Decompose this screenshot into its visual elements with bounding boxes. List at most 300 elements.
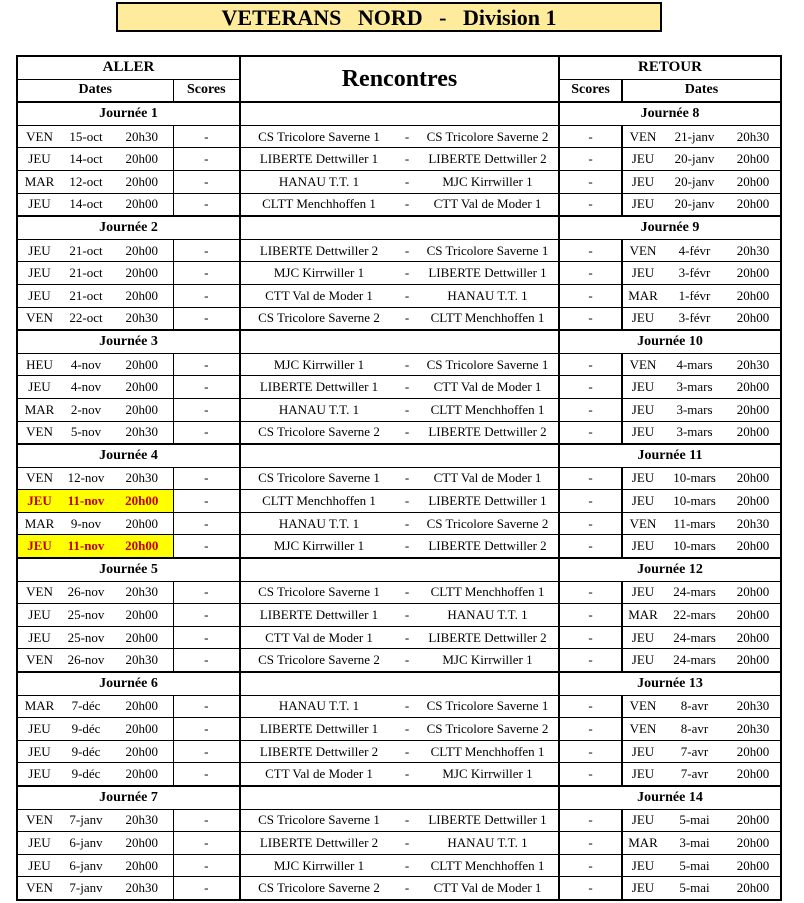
retour-date: 24-mars	[663, 649, 726, 672]
aller-date: 5-nov	[61, 421, 111, 444]
aller-time: 20h00	[111, 148, 173, 171]
home-team: HANAU T.T. 1	[240, 170, 397, 193]
match-row	[17, 193, 781, 216]
aller-date: 21-oct	[61, 262, 111, 285]
retour-time: 20h00	[726, 604, 781, 627]
match-separator: -	[397, 490, 417, 513]
match-separator: -	[397, 353, 417, 376]
home-team: CLTT Menchhoffen 1	[240, 490, 397, 513]
retour-score: -	[559, 809, 622, 832]
retour-score: -	[559, 239, 622, 262]
retour-score: -	[559, 170, 622, 193]
aller-score: -	[173, 535, 240, 558]
home-team: CS Tricolore Saverne 2	[240, 421, 397, 444]
retour-score: -	[559, 467, 622, 490]
match-row	[17, 535, 781, 558]
aller-journee-label: Journée 7	[17, 786, 240, 809]
aller-day: JEU	[17, 718, 61, 741]
match-row	[17, 170, 781, 193]
retour-time: 20h00	[726, 193, 781, 216]
aller-time: 20h00	[111, 763, 173, 786]
aller-score: -	[173, 626, 240, 649]
match-separator: -	[397, 398, 417, 421]
aller-day: VEN	[17, 649, 61, 672]
retour-time: 20h30	[726, 239, 781, 262]
aller-score: -	[173, 376, 240, 399]
aller-score: -	[173, 809, 240, 832]
retour-day: VEN	[622, 718, 663, 741]
aller-time: 20h30	[111, 809, 173, 832]
away-team: CTT Val de Moder 1	[417, 376, 559, 399]
rencontres-spacer	[240, 216, 559, 239]
aller-dates-header: Dates	[17, 79, 173, 102]
aller-date: 9-déc	[61, 763, 111, 786]
retour-score: -	[559, 535, 622, 558]
retour-score: -	[559, 763, 622, 786]
retour-day: JEU	[622, 877, 663, 900]
retour-date: 4-mars	[663, 353, 726, 376]
match-separator: -	[397, 125, 417, 148]
home-team: CS Tricolore Saverne 1	[240, 467, 397, 490]
retour-date: 5-mai	[663, 854, 726, 877]
match-separator: -	[397, 148, 417, 171]
retour-day: JEU	[622, 809, 663, 832]
aller-day: MAR	[17, 512, 61, 535]
retour-score: -	[559, 649, 622, 672]
aller-time: 20h00	[111, 832, 173, 855]
aller-date: 9-déc	[61, 718, 111, 741]
journee-header-row	[17, 216, 781, 239]
match-separator: -	[397, 376, 417, 399]
retour-score: -	[559, 626, 622, 649]
retour-day: VEN	[622, 239, 663, 262]
away-team: CS Tricolore Saverne 2	[417, 125, 559, 148]
retour-journee-label: Journée 8	[559, 102, 781, 125]
home-team: LIBERTE Dettwiller 2	[240, 740, 397, 763]
aller-day: VEN	[17, 809, 61, 832]
aller-day: JEU	[17, 832, 61, 855]
retour-header: RETOUR	[559, 56, 781, 79]
aller-scores-header: Scores	[173, 79, 240, 102]
home-team: HANAU T.T. 1	[240, 398, 397, 421]
retour-score: -	[559, 718, 622, 741]
match-row	[17, 718, 781, 741]
aller-journee-label: Journée 3	[17, 330, 240, 353]
retour-score: -	[559, 832, 622, 855]
aller-time: 20h00	[111, 604, 173, 627]
aller-day: JEU	[17, 604, 61, 627]
aller-time: 20h00	[111, 854, 173, 877]
home-team: CS Tricolore Saverne 1	[240, 581, 397, 604]
retour-journee-label: Journée 12	[559, 558, 781, 581]
home-team: LIBERTE Dettwiller 2	[240, 239, 397, 262]
retour-date: 3-févr	[663, 262, 726, 285]
aller-score: -	[173, 740, 240, 763]
home-team: CS Tricolore Saverne 2	[240, 649, 397, 672]
away-team: LIBERTE Dettwiller 1	[417, 262, 559, 285]
retour-date: 3-mars	[663, 376, 726, 399]
retour-date: 8-avr	[663, 695, 726, 718]
retour-time: 20h30	[726, 718, 781, 741]
aller-journee-label: Journée 5	[17, 558, 240, 581]
retour-score: -	[559, 877, 622, 900]
retour-time: 20h30	[726, 695, 781, 718]
aller-date: 6-janv	[61, 854, 111, 877]
away-team: LIBERTE Dettwiller 2	[417, 626, 559, 649]
match-row	[17, 239, 781, 262]
rencontres-spacer	[240, 444, 559, 467]
retour-score: -	[559, 604, 622, 627]
aller-date: 25-nov	[61, 626, 111, 649]
retour-day: VEN	[622, 695, 663, 718]
retour-day: VEN	[622, 353, 663, 376]
retour-date: 8-avr	[663, 718, 726, 741]
retour-time: 20h00	[726, 832, 781, 855]
home-team: HANAU T.T. 1	[240, 512, 397, 535]
match-row	[17, 262, 781, 285]
header-row-1	[17, 56, 781, 79]
retour-date: 24-mars	[663, 581, 726, 604]
aller-day: MAR	[17, 695, 61, 718]
retour-day: JEU	[622, 170, 663, 193]
aller-date: 21-oct	[61, 239, 111, 262]
retour-score: -	[559, 125, 622, 148]
match-row	[17, 307, 781, 330]
retour-time: 20h00	[726, 626, 781, 649]
aller-score: -	[173, 763, 240, 786]
retour-day: JEU	[622, 262, 663, 285]
away-team: CLTT Menchhoffen 1	[417, 398, 559, 421]
match-row	[17, 512, 781, 535]
home-team: LIBERTE Dettwiller 2	[240, 832, 397, 855]
match-row	[17, 284, 781, 307]
away-team: LIBERTE Dettwiller 2	[417, 421, 559, 444]
retour-day: JEU	[622, 376, 663, 399]
retour-time: 20h00	[726, 467, 781, 490]
retour-score: -	[559, 421, 622, 444]
retour-score: -	[559, 353, 622, 376]
retour-day: JEU	[622, 535, 663, 558]
retour-time: 20h00	[726, 809, 781, 832]
aller-date: 9-nov	[61, 512, 111, 535]
aller-time: 20h30	[111, 649, 173, 672]
aller-score: -	[173, 239, 240, 262]
aller-date: 6-janv	[61, 832, 111, 855]
rencontres-spacer	[240, 102, 559, 125]
aller-score: -	[173, 877, 240, 900]
aller-day: HEU	[17, 353, 61, 376]
retour-time: 20h00	[726, 421, 781, 444]
retour-day: JEU	[622, 398, 663, 421]
match-row	[17, 695, 781, 718]
match-row	[17, 353, 781, 376]
away-team: LIBERTE Dettwiller 1	[417, 809, 559, 832]
retour-date: 24-mars	[663, 626, 726, 649]
aller-day: JEU	[17, 284, 61, 307]
aller-date: 4-nov	[61, 376, 111, 399]
home-team: CTT Val de Moder 1	[240, 284, 397, 307]
retour-score: -	[559, 854, 622, 877]
retour-day: JEU	[622, 490, 663, 513]
aller-day: JEU	[17, 376, 61, 399]
away-team: MJC Kirrwiller 1	[417, 649, 559, 672]
retour-time: 20h00	[726, 398, 781, 421]
aller-time: 20h30	[111, 125, 173, 148]
retour-time: 20h00	[726, 535, 781, 558]
retour-date: 5-mai	[663, 809, 726, 832]
aller-date: 26-nov	[61, 581, 111, 604]
retour-journee-label: Journée 14	[559, 786, 781, 809]
retour-time: 20h30	[726, 353, 781, 376]
home-team: LIBERTE Dettwiller 1	[240, 718, 397, 741]
match-row	[17, 604, 781, 627]
match-row	[17, 398, 781, 421]
aller-time: 20h00	[111, 239, 173, 262]
match-row	[17, 809, 781, 832]
retour-date: 5-mai	[663, 877, 726, 900]
match-separator: -	[397, 170, 417, 193]
retour-day: JEU	[622, 854, 663, 877]
retour-journee-label: Journée 10	[559, 330, 781, 353]
aller-time: 20h30	[111, 307, 173, 330]
match-separator: -	[397, 854, 417, 877]
match-separator: -	[397, 604, 417, 627]
home-team: LIBERTE Dettwiller 1	[240, 376, 397, 399]
retour-date: 1-févr	[663, 284, 726, 307]
aller-journee-label: Journée 1	[17, 102, 240, 125]
home-team: CTT Val de Moder 1	[240, 626, 397, 649]
aller-day: JEU	[17, 490, 61, 513]
aller-day: MAR	[17, 398, 61, 421]
retour-day: JEU	[622, 649, 663, 672]
home-team: LIBERTE Dettwiller 1	[240, 148, 397, 171]
retour-date: 11-mars	[663, 512, 726, 535]
aller-score: -	[173, 284, 240, 307]
home-team: CLTT Menchhoffen 1	[240, 193, 397, 216]
away-team: CS Tricolore Saverne 2	[417, 718, 559, 741]
match-row	[17, 376, 781, 399]
aller-date: 14-oct	[61, 148, 111, 171]
retour-score: -	[559, 193, 622, 216]
retour-date: 3-mars	[663, 398, 726, 421]
retour-time: 20h30	[726, 512, 781, 535]
aller-time: 20h00	[111, 170, 173, 193]
aller-day: VEN	[17, 467, 61, 490]
journee-header-row	[17, 786, 781, 809]
match-separator: -	[397, 718, 417, 741]
aller-day: VEN	[17, 125, 61, 148]
match-row	[17, 740, 781, 763]
match-separator: -	[397, 307, 417, 330]
retour-score: -	[559, 512, 622, 535]
aller-date: 15-oct	[61, 125, 111, 148]
match-separator: -	[397, 421, 417, 444]
aller-time: 20h30	[111, 877, 173, 900]
home-team: CS Tricolore Saverne 2	[240, 877, 397, 900]
retour-time: 20h00	[726, 148, 781, 171]
retour-date: 10-mars	[663, 490, 726, 513]
match-separator: -	[397, 581, 417, 604]
retour-time: 20h00	[726, 763, 781, 786]
away-team: MJC Kirrwiller 1	[417, 763, 559, 786]
retour-date: 10-mars	[663, 467, 726, 490]
aller-score: -	[173, 170, 240, 193]
away-team: CLTT Menchhoffen 1	[417, 854, 559, 877]
away-team: LIBERTE Dettwiller 2	[417, 148, 559, 171]
aller-day: JEU	[17, 239, 61, 262]
aller-day: JEU	[17, 262, 61, 285]
away-team: CLTT Menchhoffen 1	[417, 581, 559, 604]
aller-score: -	[173, 581, 240, 604]
retour-score: -	[559, 376, 622, 399]
retour-journee-label: Journée 13	[559, 672, 781, 695]
match-row	[17, 421, 781, 444]
retour-time: 20h00	[726, 376, 781, 399]
aller-time: 20h00	[111, 535, 173, 558]
aller-time: 20h00	[111, 284, 173, 307]
away-team: CTT Val de Moder 1	[417, 467, 559, 490]
aller-day: VEN	[17, 581, 61, 604]
aller-day: JEU	[17, 626, 61, 649]
aller-time: 20h30	[111, 581, 173, 604]
aller-time: 20h00	[111, 512, 173, 535]
aller-day: JEU	[17, 193, 61, 216]
aller-score: -	[173, 718, 240, 741]
retour-time: 20h00	[726, 170, 781, 193]
retour-journee-label: Journée 9	[559, 216, 781, 239]
match-separator: -	[397, 512, 417, 535]
retour-date: 10-mars	[663, 535, 726, 558]
match-separator: -	[397, 832, 417, 855]
aller-score: -	[173, 125, 240, 148]
away-team: HANAU T.T. 1	[417, 832, 559, 855]
match-row	[17, 490, 781, 513]
aller-time: 20h00	[111, 353, 173, 376]
match-row	[17, 581, 781, 604]
aller-score: -	[173, 512, 240, 535]
match-separator: -	[397, 763, 417, 786]
aller-day: VEN	[17, 307, 61, 330]
retour-score: -	[559, 262, 622, 285]
retour-date: 20-janv	[663, 170, 726, 193]
rencontres-spacer	[240, 330, 559, 353]
match-separator: -	[397, 626, 417, 649]
match-separator: -	[397, 740, 417, 763]
schedule-body	[17, 102, 781, 900]
away-team: HANAU T.T. 1	[417, 284, 559, 307]
aller-score: -	[173, 421, 240, 444]
match-separator: -	[397, 284, 417, 307]
aller-date: 7-déc	[61, 695, 111, 718]
match-separator: -	[397, 239, 417, 262]
retour-day: JEU	[622, 581, 663, 604]
retour-time: 20h00	[726, 740, 781, 763]
aller-score: -	[173, 467, 240, 490]
retour-score: -	[559, 307, 622, 330]
aller-time: 20h00	[111, 718, 173, 741]
retour-date: 3-févr	[663, 307, 726, 330]
retour-time: 20h30	[726, 125, 781, 148]
retour-day: JEU	[622, 740, 663, 763]
aller-date: 7-janv	[61, 809, 111, 832]
home-team: MJC Kirrwiller 1	[240, 535, 397, 558]
journee-header-row	[17, 444, 781, 467]
home-team: LIBERTE Dettwiller 1	[240, 604, 397, 627]
aller-date: 14-oct	[61, 193, 111, 216]
home-team: CS Tricolore Saverne 2	[240, 307, 397, 330]
aller-score: -	[173, 695, 240, 718]
retour-score: -	[559, 740, 622, 763]
match-separator: -	[397, 809, 417, 832]
rencontres-spacer	[240, 672, 559, 695]
retour-time: 20h00	[726, 854, 781, 877]
retour-day: MAR	[622, 832, 663, 855]
match-row	[17, 854, 781, 877]
retour-date: 3-mai	[663, 832, 726, 855]
match-row	[17, 763, 781, 786]
retour-date: 20-janv	[663, 193, 726, 216]
match-row	[17, 125, 781, 148]
aller-date: 4-nov	[61, 353, 111, 376]
retour-score: -	[559, 398, 622, 421]
match-row	[17, 467, 781, 490]
retour-score: -	[559, 695, 622, 718]
journee-header-row	[17, 558, 781, 581]
aller-time: 20h00	[111, 398, 173, 421]
aller-journee-label: Journée 6	[17, 672, 240, 695]
aller-day: JEU	[17, 535, 61, 558]
match-row	[17, 649, 781, 672]
retour-date: 20-janv	[663, 148, 726, 171]
retour-day: JEU	[622, 763, 663, 786]
aller-time: 20h00	[111, 740, 173, 763]
away-team: MJC Kirrwiller 1	[417, 170, 559, 193]
retour-day: JEU	[622, 467, 663, 490]
retour-score: -	[559, 148, 622, 171]
retour-time: 20h00	[726, 581, 781, 604]
aller-time: 20h00	[111, 695, 173, 718]
match-separator: -	[397, 467, 417, 490]
schedule-table	[16, 55, 782, 901]
aller-time: 20h30	[111, 421, 173, 444]
aller-score: -	[173, 307, 240, 330]
match-separator: -	[397, 649, 417, 672]
home-team: MJC Kirrwiller 1	[240, 854, 397, 877]
aller-time: 20h30	[111, 467, 173, 490]
away-team: LIBERTE Dettwiller 1	[417, 490, 559, 513]
home-team: HANAU T.T. 1	[240, 695, 397, 718]
retour-day: VEN	[622, 125, 663, 148]
retour-date: 4-févr	[663, 239, 726, 262]
aller-score: -	[173, 649, 240, 672]
aller-day: JEU	[17, 148, 61, 171]
away-team: CS Tricolore Saverne 1	[417, 353, 559, 376]
retour-day: MAR	[622, 284, 663, 307]
aller-score: -	[173, 832, 240, 855]
retour-date: 7-avr	[663, 740, 726, 763]
retour-score: -	[559, 284, 622, 307]
page-title: VETERANS NORD - Division 1	[116, 2, 662, 32]
match-separator: -	[397, 695, 417, 718]
retour-date: 7-avr	[663, 763, 726, 786]
match-separator: -	[397, 877, 417, 900]
aller-day: VEN	[17, 421, 61, 444]
aller-day: JEU	[17, 763, 61, 786]
retour-time: 20h00	[726, 877, 781, 900]
retour-scores-header: Scores	[559, 79, 622, 102]
journee-header-row	[17, 672, 781, 695]
away-team: CS Tricolore Saverne 2	[417, 512, 559, 535]
